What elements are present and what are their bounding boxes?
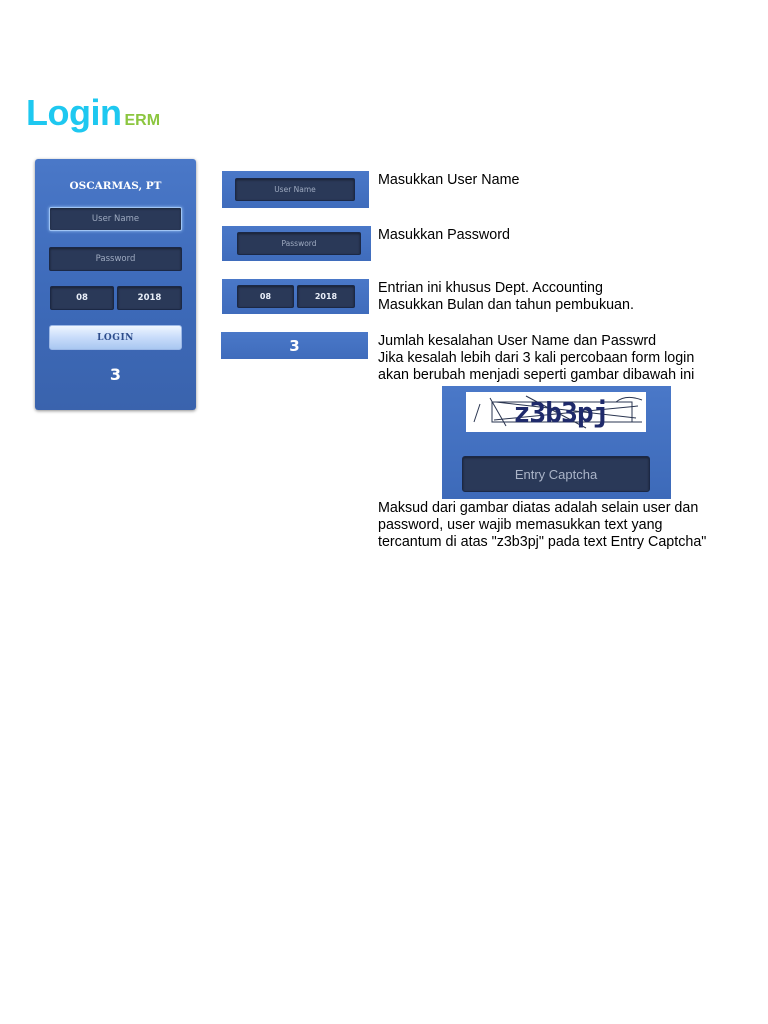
crop-username-placeholder: User Name [274, 185, 316, 194]
crop-month-input [237, 285, 294, 308]
crop-period [222, 279, 369, 314]
login-button-label: LOGIN [97, 332, 134, 343]
crop-password-input [237, 232, 361, 255]
note-captcha-line1: Maksud dari gambar diatas adalah selain user dan [378, 500, 699, 516]
title-login: Login [26, 92, 122, 133]
username-input[interactable] [49, 207, 182, 231]
captcha-text: z3b3pj [513, 396, 609, 429]
month-value: 08 [76, 293, 88, 303]
captcha-crop [442, 386, 671, 499]
note-captcha-line2: password, user wajib memasukkan text yang [378, 517, 663, 533]
crop-password-placeholder: Password [281, 239, 317, 248]
crop-count-value: 3 [289, 336, 300, 355]
month-input[interactable] [50, 286, 114, 310]
note-period-line2: Masukkan Bulan dan tahun pembukuan. [378, 297, 634, 313]
crop-username-input [235, 178, 355, 201]
note-count-line1: Jumlah kesalahan User Name dan Passwrd [378, 333, 657, 349]
captcha-image [466, 392, 646, 432]
crop-password [222, 226, 371, 261]
password-input[interactable] [49, 247, 182, 271]
login-button[interactable] [49, 325, 182, 350]
note-username-text: Masukkan User Name [378, 172, 520, 188]
password-placeholder: Password [95, 254, 136, 264]
crop-year-value: 2018 [314, 292, 338, 301]
year-input[interactable] [117, 286, 182, 310]
title-erm: ERM [124, 112, 161, 129]
note-count-line3: akan berubah menjadi seperti gambar dibawah ini [378, 367, 695, 383]
company-name: OSCARMAS, PT [69, 180, 162, 192]
note-count [378, 333, 694, 384]
note-username [378, 172, 519, 189]
note-count-line2: Jika kesalah lebih dari 3 kali percobaan form login [378, 350, 695, 366]
captcha-noise [466, 392, 646, 432]
crop-year-input [297, 285, 355, 308]
username-placeholder: User Name [91, 214, 140, 224]
note-password-text: Masukkan Password [378, 227, 510, 243]
captcha-placeholder: Entry Captcha [514, 466, 598, 482]
login-panel [35, 159, 196, 410]
crop-count [221, 332, 368, 359]
note-captcha [378, 500, 706, 551]
note-period-line1: Entrian ini khusus Dept. Accounting [378, 280, 603, 296]
captcha-input[interactable] [462, 456, 650, 492]
page-title [26, 92, 160, 134]
note-password [378, 227, 510, 244]
year-value: 2018 [137, 293, 162, 303]
crop-username [222, 171, 369, 208]
crop-month-value: 08 [259, 292, 272, 301]
note-captcha-line3: tercantum di atas "z3b3pj" pada text Entry Captcha" [378, 534, 707, 550]
error-count: 3 [109, 365, 122, 384]
note-period [378, 280, 634, 314]
